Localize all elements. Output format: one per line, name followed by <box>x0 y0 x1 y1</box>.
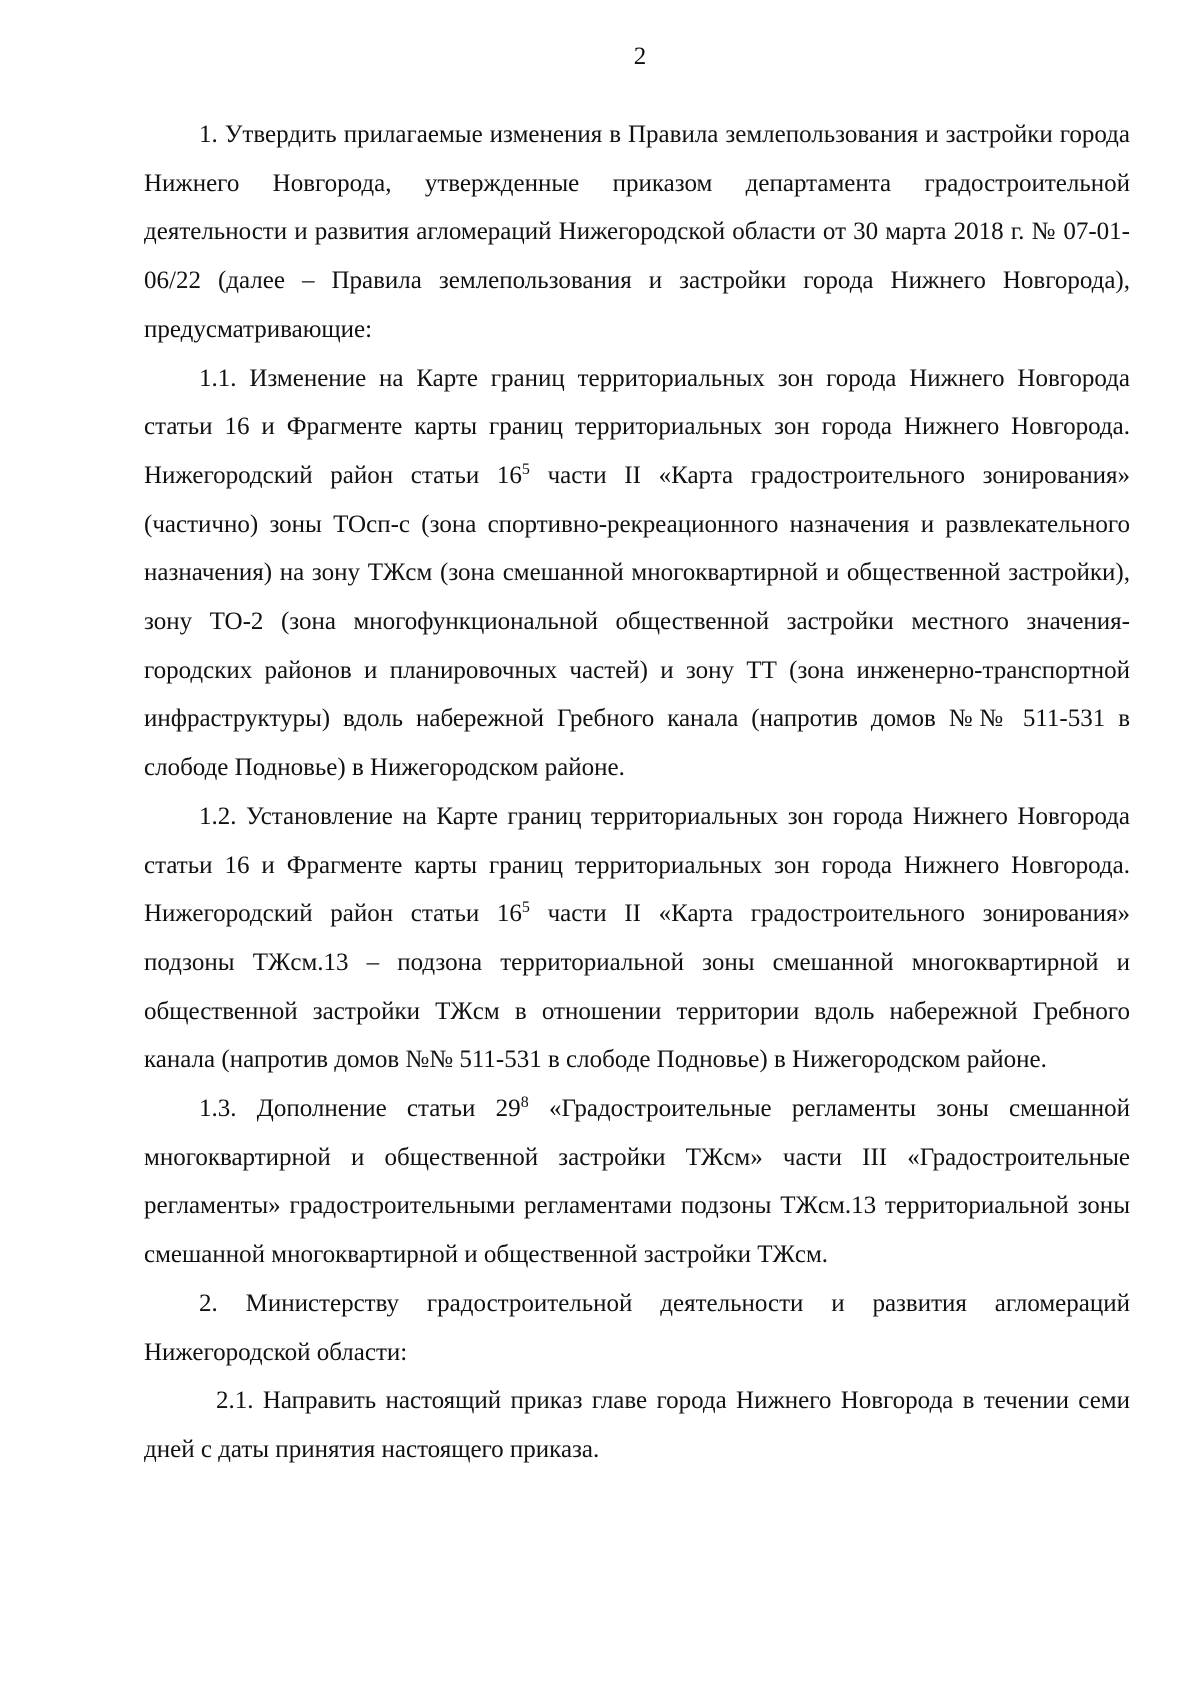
paragraph-text: части II «Карта градостроительного зонирования» (частично) зоны ТОсп-с (зона спортивно-рекреационного назначения и развлекательного назначения) на зону ТЖсм (зона смешанной многоквартирной и общественной застройки), зону ТО-2 (зона многофункциональной общественной застройки местного значения-городских районов и планировочных частей) и зону ТТ (зона инженерно-транспортной инфраструктуры) вдоль набережной Гребного канала (напротив домов №№ 511-531 в слободе Подновье) в Нижегородском районе. <box>144 461 1130 782</box>
page-number: 2 <box>633 43 647 70</box>
paragraph-2-1 <box>144 1377 1130 1474</box>
paragraph-text: 1.1. Изменение на Карте границ территориальных зон города Нижнего Новгорода статьи 16 и Фрагменте карты границ территориальных зон города Нижнего Новгорода. Нижегородский район статьи 16 <box>144 364 1130 489</box>
paragraph-text: 2.1. Направить настоящий приказ главе города Нижнего Новгорода в течении семи дней с даты принятия настоящего приказа. <box>144 1387 1130 1463</box>
paragraph-text: «Градостроительные регламенты зоны смешанной многоквартирной и общественной застройки ТЖсм» части III «Градостроительные регламенты» градостроительными регламентами подзоны ТЖсм.13 территориальной зоны смешанной многоквартирной и общественной застройки ТЖсм. <box>144 1095 1131 1269</box>
paragraph-text: 2. Министерству градостроительной деятельности и развития агломераций Нижегородской области: <box>144 1289 1130 1366</box>
superscript: 5 <box>521 899 530 917</box>
paragraph-text: 1. Утвердить прилагаемые изменения в Правила землепользования и застройки города Нижнего Новгорода, утвержденные приказом департамента градостроительной деятельности и развития агломераций Нижегородской области от 30 марта 2018 г. № 07-01-06/22 (далее – Правила землепользования и застройки города Нижнего Новгорода), предусматривающие: <box>144 121 1130 343</box>
paragraph-1-3 <box>144 1085 1130 1280</box>
paragraph-1 <box>144 111 1130 355</box>
paragraph-text: 1.2. Установление на Карте границ территориальных зон города Нижнего Новгорода статьи 16 и Фрагменте карты границ территориальных зон города Нижнего Новгорода. Нижегородский район статьи 16 <box>144 802 1130 928</box>
paragraph-2 <box>144 1280 1130 1377</box>
paragraph-1-2 <box>144 793 1130 1085</box>
superscript: 8 <box>520 1094 529 1112</box>
paragraph-text: 1.3. Дополнение статьи 29 <box>199 1095 521 1123</box>
paragraph-text: части II «Карта градостроительного зонирования» подзоны ТЖсм.13 – подзона территориальной зоны смешанной многоквартирной и общественной застройки ТЖсм в отношении территории вдоль набережной Гребного канала (напротив домов №№ 511-531 в слободе Подновье) в Нижегородском районе. <box>144 900 1130 1074</box>
superscript: 5 <box>521 460 530 478</box>
paragraph-1-1 <box>144 355 1130 793</box>
document-body <box>144 111 1130 1475</box>
